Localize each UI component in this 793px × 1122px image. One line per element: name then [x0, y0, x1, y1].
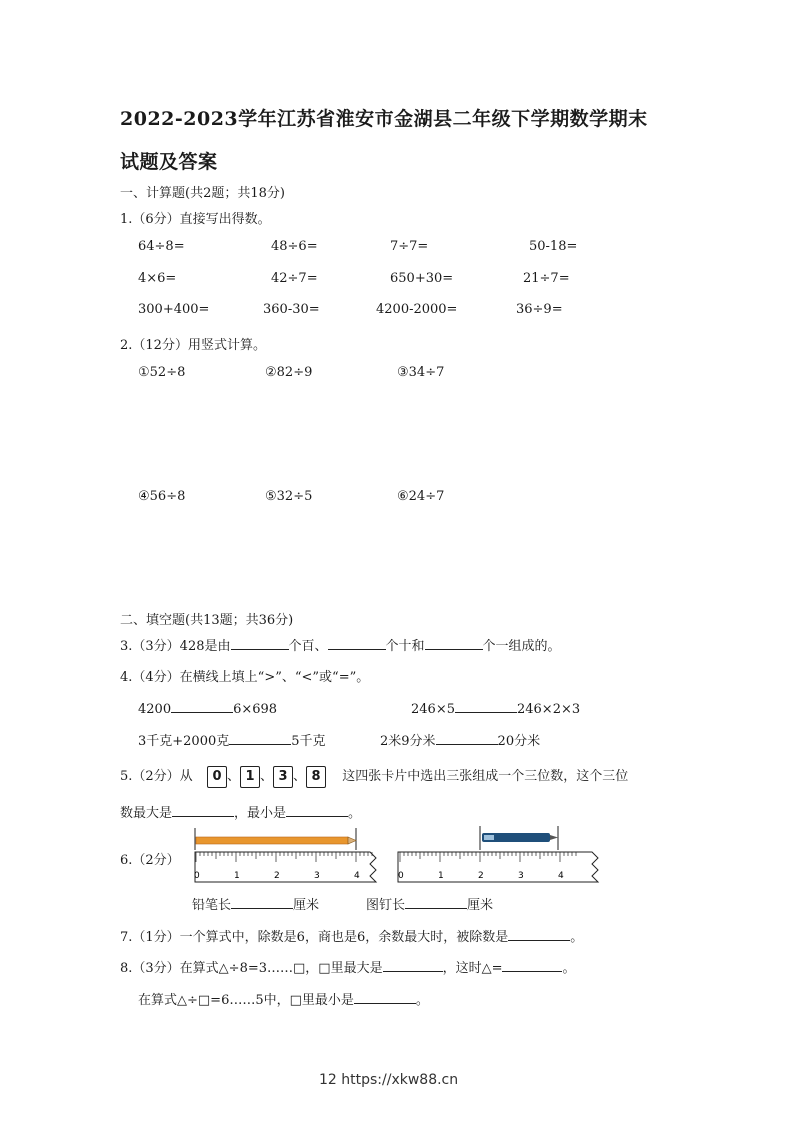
calc-item: 650+30=	[390, 271, 454, 286]
compare-item	[411, 698, 580, 717]
question-8-line2	[138, 989, 429, 1008]
answer-blank[interactable]	[171, 698, 233, 713]
ruler-tick-label: 1	[438, 871, 444, 881]
answer-blank[interactable]	[229, 730, 291, 745]
answer-blank[interactable]	[425, 635, 483, 650]
answer-blank[interactable]	[231, 894, 293, 909]
pin-label: 图钉长	[366, 898, 406, 913]
pencil-length-line	[192, 894, 319, 913]
unit-label: 厘米	[467, 898, 494, 913]
q7-text-b: 。	[570, 930, 584, 945]
pencil-label: 铅笔长	[192, 898, 232, 913]
answer-blank[interactable]	[286, 802, 348, 817]
calc-item: 21÷7=	[523, 271, 570, 286]
separator: 、	[226, 769, 240, 784]
question-6-label: 6.（2分）	[120, 853, 180, 868]
pin-length-line	[366, 894, 493, 913]
calc-item: 48÷6=	[271, 239, 318, 254]
answer-blank[interactable]	[502, 957, 562, 972]
q7-text-a: 7.（1分）一个算式中，除数是6，商也是6，余数最大时，被除数是	[120, 930, 509, 945]
number-card: 1	[240, 766, 260, 788]
ruler-tick-label: 0	[398, 871, 404, 881]
ruler-pin-figure	[396, 822, 608, 886]
q5-text-d: ，最小是	[234, 806, 287, 821]
page-title-line2: 试题及答案	[120, 151, 218, 173]
compare-left: 246×5	[411, 702, 455, 717]
q5-text-c: 数最大是	[120, 806, 173, 821]
calc-item: 300+400=	[138, 302, 210, 317]
ruler-tick-label: 2	[478, 871, 484, 881]
calc-item: 50-18=	[529, 239, 578, 254]
number-card: 0	[207, 766, 227, 788]
separator: 、	[259, 769, 273, 784]
answer-blank[interactable]	[354, 989, 416, 1004]
compare-left: 3千克+2000克	[138, 734, 230, 749]
number-card: 8	[306, 766, 326, 788]
pencil-tip	[348, 837, 356, 844]
question-2-label: 2.（12分）用竖式计算。	[120, 338, 266, 353]
separator: 、	[293, 769, 307, 784]
ruler-tick-label: 2	[274, 871, 280, 881]
vertical-calc-item: ②82÷9	[265, 365, 313, 380]
answer-blank[interactable]	[405, 894, 467, 909]
ruler	[195, 852, 376, 882]
compare-right: 246×2×3	[516, 702, 581, 717]
compare-left: 4200	[138, 702, 172, 717]
ruler-tick-label: 1	[234, 871, 240, 881]
answer-blank[interactable]	[436, 730, 498, 745]
question-7	[120, 926, 583, 945]
ruler	[398, 852, 598, 882]
answer-blank[interactable]	[328, 635, 386, 650]
q5-text-e: 。	[348, 806, 362, 821]
page-footer: 12 https://xkw88.cn	[319, 1072, 459, 1088]
compare-item	[138, 698, 277, 717]
answer-blank[interactable]	[455, 698, 517, 713]
q5-text-a: 5.（2分）从	[120, 769, 193, 784]
pin-point	[550, 835, 558, 840]
ruler-tick-label: 4	[558, 871, 564, 881]
ruler-tick-label: 3	[314, 871, 320, 881]
section-heading-fill: 二、填空题(共13题；共36分)	[120, 613, 294, 628]
ruler-tick-label: 0	[194, 871, 200, 881]
vertical-calc-item: ③34÷7	[397, 365, 445, 380]
question-1-label: 1.（6分）直接写出得数。	[120, 212, 271, 227]
compare-right: 5千克	[291, 734, 326, 749]
ruler-tick-label: 3	[518, 871, 524, 881]
compare-right: 20分米	[497, 734, 541, 749]
compare-item	[380, 730, 540, 749]
page-title: 2022-2023学年江苏省淮安市金湖县二年级下学期数学期末	[120, 108, 648, 130]
q3-text-a: 3.（3分）428是由	[120, 639, 231, 654]
calc-item: 4200-2000=	[376, 302, 458, 317]
calc-item: 360-30=	[263, 302, 320, 317]
vertical-calc-item: ④56÷8	[138, 489, 186, 504]
answer-blank[interactable]	[383, 957, 443, 972]
question-4-label: 4.（4分）在横线上填上“>”、“<”或“=”。	[120, 670, 370, 685]
pin-head	[484, 835, 494, 840]
ruler-tick-label: 4	[354, 871, 360, 881]
q3-text-c: 个十和	[385, 639, 425, 654]
q8-text-a: 8.（3分）在算式△÷8=3……□，□里最大是	[120, 961, 383, 976]
calc-item: 36÷9=	[516, 302, 563, 317]
q8-text-e: 。	[415, 993, 429, 1008]
answer-blank[interactable]	[231, 635, 289, 650]
q8-text-d: 在算式△÷□=6……5中，□里最小是	[138, 993, 354, 1008]
question-8-line1	[120, 957, 575, 976]
question-5-line1	[120, 765, 628, 788]
calc-item: 4×6=	[138, 271, 177, 286]
compare-right: 6×698	[233, 702, 278, 717]
section-heading-calc: 一、计算题(共2题；共18分)	[120, 186, 285, 201]
answer-blank[interactable]	[508, 926, 570, 941]
compare-left: 2米9分米	[380, 734, 436, 749]
ruler-pencil-figure	[190, 828, 390, 886]
question-5-line2	[120, 802, 361, 821]
vertical-calc-item: ⑤32÷5	[265, 489, 313, 504]
question-3	[120, 635, 561, 654]
calc-item: 7÷7=	[390, 239, 429, 254]
pencil-body	[196, 837, 348, 844]
answer-blank[interactable]	[172, 802, 234, 817]
calc-item: 42÷7=	[271, 271, 318, 286]
q8-text-c: 。	[562, 961, 576, 976]
q3-text-d: 个一组成的。	[482, 639, 561, 654]
compare-item	[138, 730, 326, 749]
number-card: 3	[273, 766, 293, 788]
q3-text-b: 个百、	[288, 639, 328, 654]
calc-item: 64÷8=	[138, 239, 185, 254]
q8-text-b: ，这时△=	[442, 961, 503, 976]
vertical-calc-item: ⑥24÷7	[397, 489, 445, 504]
unit-label: 厘米	[293, 898, 320, 913]
q5-text-b: 这四张卡片中选出三张组成一个三位数，这个三位	[342, 769, 629, 784]
vertical-calc-item: ①52÷8	[138, 365, 186, 380]
